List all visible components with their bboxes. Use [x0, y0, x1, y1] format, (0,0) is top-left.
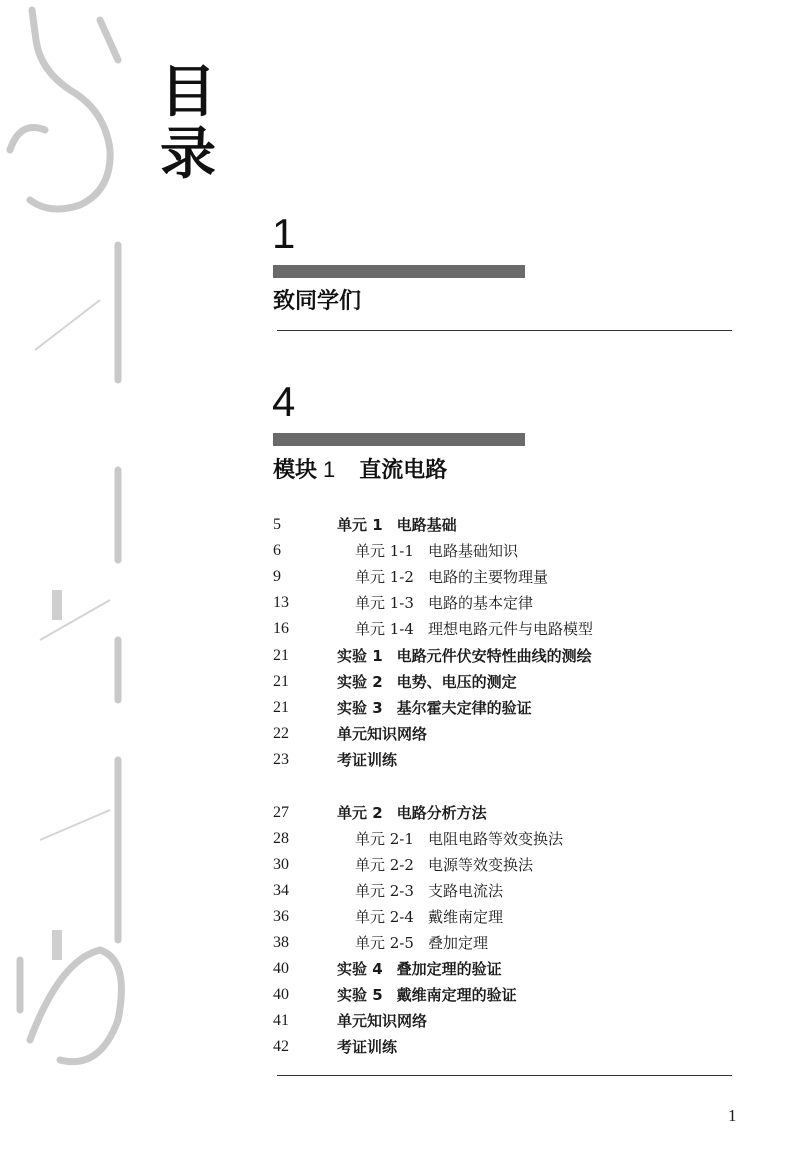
toc-entry-text — [337, 695, 532, 721]
toc-entry-text — [355, 930, 488, 956]
toc-page-number: 21 — [273, 699, 289, 716]
toc-entry-title: 电路基础知识 — [427, 542, 518, 560]
module-number: 1 — [323, 457, 336, 482]
section-heading[interactable]: 致同学们 — [273, 289, 362, 314]
toc-entry[interactable] — [0, 904, 790, 930]
toc-page-number: 41 — [273, 1012, 289, 1029]
toc-entry-label: 单元知识网络 — [337, 1012, 428, 1030]
toc-entry-title: 叠加定理 — [427, 934, 488, 952]
toc-entry-text — [337, 1034, 397, 1060]
toc-entry-text — [337, 643, 592, 669]
toc-entry-label: 单元 1-1 — [355, 542, 414, 560]
toc-entry-label: 单元 2-3 — [355, 882, 414, 900]
toc-entry-label: 实验 5 — [337, 986, 383, 1004]
toc-entry[interactable] — [0, 982, 790, 1008]
toc-page-number: 30 — [273, 856, 289, 873]
toc-page-number: 23 — [273, 751, 289, 768]
toc-entry[interactable] — [0, 800, 790, 826]
toc-entry-label: 实验 2 — [337, 673, 383, 691]
toc-entry-text — [337, 956, 502, 982]
toc-entry-label: 单元 1-4 — [355, 620, 414, 638]
toc-entry[interactable] — [0, 538, 790, 564]
toc-entry[interactable] — [0, 956, 790, 982]
toc-page-number: 40 — [273, 986, 289, 1003]
toc-entry-text — [337, 982, 517, 1008]
module-heading[interactable] — [273, 456, 447, 485]
toc-entry-text — [355, 904, 503, 930]
toc-entry[interactable] — [0, 1034, 790, 1060]
toc-entry[interactable] — [0, 695, 790, 721]
toc-entry[interactable] — [0, 826, 790, 852]
module-label: 模块 — [273, 458, 318, 483]
toc-page-number: 16 — [273, 620, 289, 637]
toc-entry-title: 戴维南定理的验证 — [396, 986, 517, 1004]
section-rule — [277, 330, 732, 331]
toc-entry-label: 考证训练 — [337, 751, 398, 769]
toc-entry-title: 电路的基本定律 — [427, 594, 533, 612]
toc-entry[interactable] — [0, 878, 790, 904]
toc-entry-title: 电势、电压的测定 — [396, 673, 517, 691]
toc-page-number: 9 — [273, 568, 281, 585]
page-title — [160, 62, 230, 186]
toc-entry-label: 考证训练 — [337, 1038, 398, 1056]
toc-entry[interactable] — [0, 747, 790, 773]
toc-entry-text — [355, 538, 518, 564]
toc-entry-label: 单元 2-1 — [355, 830, 414, 848]
toc-page-number: 6 — [273, 542, 281, 559]
toc-entry-title: 电路元件伏安特性曲线的测绘 — [396, 647, 592, 665]
toc-entry[interactable] — [0, 643, 790, 669]
toc-page-number: 22 — [273, 725, 289, 742]
toc-entry-label: 单元 1-3 — [355, 594, 414, 612]
module-title: 直流电路 — [359, 458, 448, 483]
toc-entry-label: 单元知识网络 — [337, 725, 428, 743]
toc-entry-label: 单元 2-4 — [355, 908, 414, 926]
toc-entry-title: 叠加定理的验证 — [396, 960, 502, 978]
title-char: 目 — [160, 60, 216, 125]
toc-entry-label: 实验 1 — [337, 647, 383, 665]
toc-entry-label: 单元 2-5 — [355, 934, 414, 952]
toc-entry-text — [337, 1008, 427, 1034]
toc-entry[interactable] — [0, 590, 790, 616]
toc-page-number: 21 — [273, 647, 289, 664]
toc-entry[interactable] — [0, 721, 790, 747]
toc-entry[interactable] — [0, 852, 790, 878]
section-divider-bar — [273, 265, 525, 278]
section-page-number: 4 — [272, 378, 296, 425]
toc-page-number: 13 — [273, 594, 289, 611]
toc-entry-text — [355, 616, 593, 642]
toc-entry-title: 电路基础 — [396, 516, 457, 534]
toc-entry-text — [337, 721, 427, 747]
toc-entry-text — [337, 512, 457, 538]
toc-page-number: 27 — [273, 804, 289, 821]
toc-page-number: 5 — [273, 516, 281, 533]
toc-entry-text — [355, 564, 548, 590]
toc-entry[interactable] — [0, 1008, 790, 1034]
toc-entry-label: 单元 1 — [337, 516, 383, 534]
toc-page-number: 42 — [273, 1038, 289, 1055]
toc-entry-label: 单元 2 — [337, 804, 383, 822]
toc-entry-text — [355, 826, 563, 852]
toc-entry-title: 电路的主要物理量 — [427, 568, 548, 586]
toc-page-number: 21 — [273, 673, 289, 690]
toc-entry[interactable] — [0, 930, 790, 956]
toc-entry[interactable] — [0, 616, 790, 642]
toc-entry-text — [355, 878, 503, 904]
toc-entry[interactable] — [0, 669, 790, 695]
toc-entry-title: 电阻电路等效变换法 — [427, 830, 563, 848]
toc-entry-label: 实验 3 — [337, 699, 383, 717]
section-divider-bar — [273, 433, 525, 446]
toc-entry-label: 单元 1-2 — [355, 568, 414, 586]
toc-page-number: 28 — [273, 830, 289, 847]
toc-page-number: 36 — [273, 908, 289, 925]
toc-entry-text — [355, 852, 533, 878]
toc-entry-title: 基尔霍夫定律的验证 — [396, 699, 532, 717]
toc-entry-title: 理想电路元件与电路模型 — [427, 620, 593, 638]
toc-page-number: 34 — [273, 882, 289, 899]
toc-entry-text — [337, 747, 397, 773]
toc-entry-label: 单元 2-2 — [355, 856, 414, 874]
toc-entry-title: 支路电流法 — [427, 882, 503, 900]
toc-entry-title: 电路分析方法 — [396, 804, 487, 822]
toc-entry-text — [337, 669, 517, 695]
section-rule — [277, 1075, 732, 1076]
toc-entry-label: 实验 4 — [337, 960, 383, 978]
toc-entry-title: 电源等效变换法 — [427, 856, 533, 874]
toc-page-number: 40 — [273, 960, 289, 977]
section-page-number: 1 — [272, 210, 296, 257]
toc-entry-text — [337, 800, 487, 826]
toc-entry[interactable] — [0, 564, 790, 590]
toc-entry-text — [355, 590, 533, 616]
toc-entry[interactable] — [0, 512, 790, 538]
toc-page-number: 38 — [273, 934, 289, 951]
folio-page-number: 1 — [728, 1106, 737, 1125]
title-char: 录 — [160, 122, 216, 187]
toc-entry-title: 戴维南定理 — [427, 908, 503, 926]
